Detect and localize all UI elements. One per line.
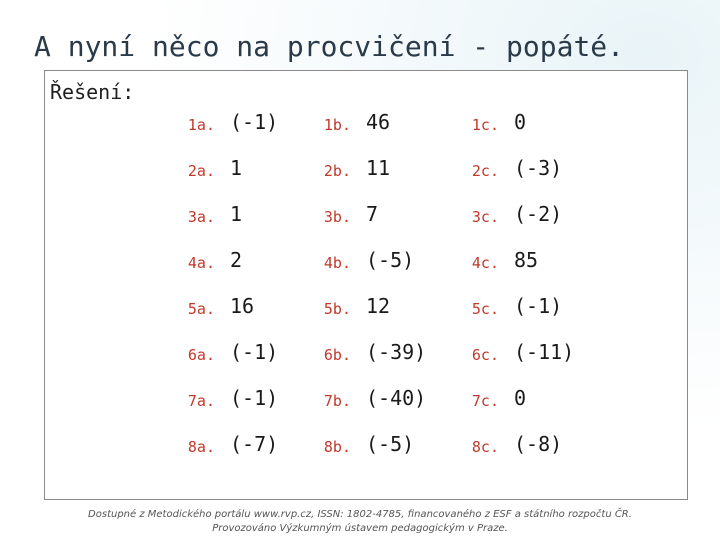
exercise-label: 5a. xyxy=(187,300,215,318)
answer-value: 85 xyxy=(514,248,539,272)
answer-value: 2 xyxy=(230,248,243,272)
answer-value: 0 xyxy=(514,110,527,134)
footer-line: Dostupné z Metodického portálu www.rvp.cz, ISSN: 1802-4785, financovaného z ESF a státního rozpočtu ČR. xyxy=(88,509,632,520)
answer-row xyxy=(0,288,720,328)
exercise-label: 3a. xyxy=(187,208,215,226)
exercise-label: 4b. xyxy=(323,254,351,272)
exercise-label: 3b. xyxy=(323,208,351,226)
slide-title: A nyní něco na procvičení - popáté. xyxy=(34,30,625,63)
panel-heading: Řešení: xyxy=(50,80,135,104)
answer-value: (-1) xyxy=(514,294,563,318)
answer-value: (-7) xyxy=(230,432,279,456)
answer-row xyxy=(0,242,720,282)
exercise-label: 6b. xyxy=(323,346,351,364)
answer-value: (-5) xyxy=(366,248,415,272)
exercise-label: 1b. xyxy=(323,116,351,134)
exercise-label: 7c. xyxy=(471,392,499,410)
exercise-label: 4c. xyxy=(471,254,499,272)
answer-value: 1 xyxy=(230,156,243,180)
answer-value: (-1) xyxy=(230,110,279,134)
exercise-label: 5b. xyxy=(323,300,351,318)
answer-value: (-8) xyxy=(514,432,563,456)
answer-value: 46 xyxy=(366,110,391,134)
answer-value: (-1) xyxy=(230,340,279,364)
answer-row xyxy=(0,150,720,190)
answer-value: 7 xyxy=(366,202,379,226)
exercise-label: 8c. xyxy=(471,438,499,456)
exercise-label: 2a. xyxy=(187,162,215,180)
footer-line: Provozováno Výzkumným ústavem pedagogickým v Praze. xyxy=(212,523,508,534)
answer-value: 11 xyxy=(366,156,391,180)
answer-row xyxy=(0,426,720,466)
footer-credits xyxy=(0,508,720,536)
answer-value: (-1) xyxy=(230,386,279,410)
answer-value: 12 xyxy=(366,294,391,318)
answer-value: 0 xyxy=(514,386,527,410)
answer-row xyxy=(0,334,720,374)
answer-value: (-11) xyxy=(514,340,575,364)
exercise-label: 7b. xyxy=(323,392,351,410)
exercise-label: 8a. xyxy=(187,438,215,456)
exercise-label: 3c. xyxy=(471,208,499,226)
exercise-label: 7a. xyxy=(187,392,215,410)
exercise-label: 1a. xyxy=(187,116,215,134)
answer-row xyxy=(0,196,720,236)
exercise-label: 6c. xyxy=(471,346,499,364)
exercise-label: 6a. xyxy=(187,346,215,364)
answer-value: (-5) xyxy=(366,432,415,456)
exercise-label: 2b. xyxy=(323,162,351,180)
exercise-label: 2c. xyxy=(471,162,499,180)
answer-value: (-2) xyxy=(514,202,563,226)
answer-row xyxy=(0,104,720,144)
answer-row xyxy=(0,380,720,420)
answer-value: 16 xyxy=(230,294,255,318)
exercise-label: 5c. xyxy=(471,300,499,318)
exercise-label: 4a. xyxy=(187,254,215,272)
answer-value: 1 xyxy=(230,202,243,226)
exercise-label: 1c. xyxy=(471,116,499,134)
answer-value: (-40) xyxy=(366,386,427,410)
exercise-label: 8b. xyxy=(323,438,351,456)
answer-value: (-39) xyxy=(366,340,427,364)
answer-value: (-3) xyxy=(514,156,563,180)
